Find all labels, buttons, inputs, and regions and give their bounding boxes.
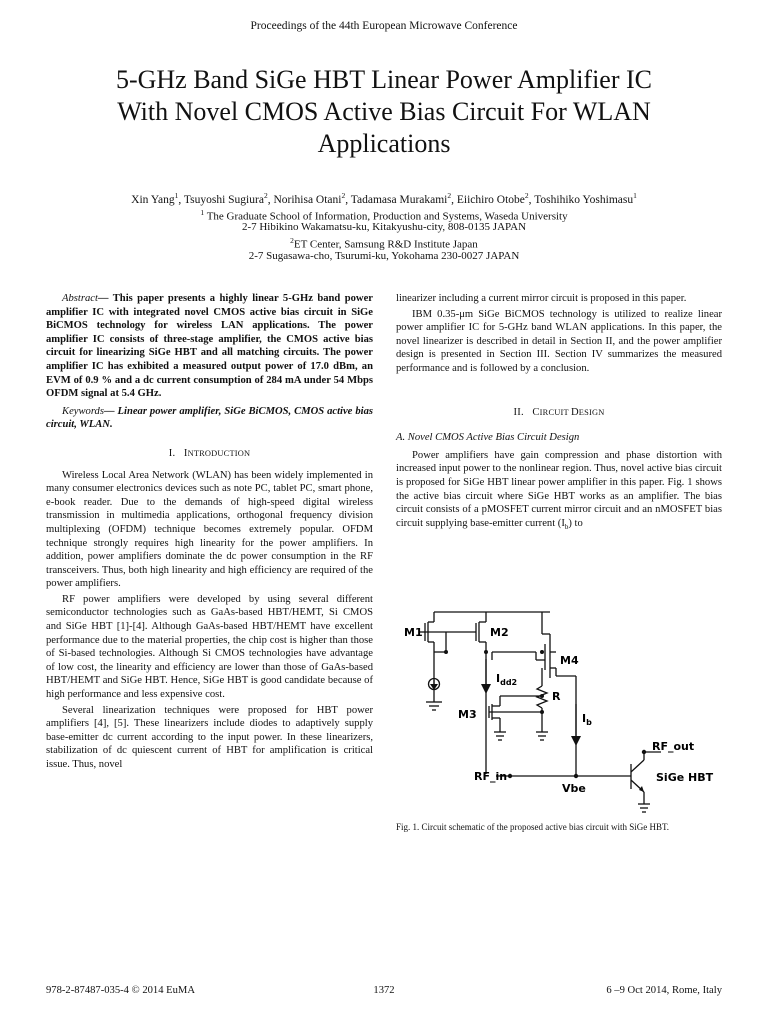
label-rf-in: RF_in	[474, 770, 508, 783]
author-name: Tadamasa Murakami	[350, 193, 448, 206]
section-title-rest: ESIGN	[578, 407, 605, 417]
circuit-paragraph-1	[396, 449, 722, 535]
label-m4: M4	[560, 654, 579, 667]
keywords-text: Linear power amplifier, SiGe BiCMOS, CMOS active bias circuit, WLAN.	[46, 405, 373, 431]
circuit-schematic	[396, 604, 722, 814]
title-line-3: Applications	[317, 129, 451, 158]
circuit-paragraph-end: ) to	[568, 517, 583, 529]
author-affiliation-mark: 2	[341, 191, 346, 200]
section-title-rest: IRCUIT	[539, 407, 571, 417]
author-affiliation-mark: 2	[263, 191, 268, 200]
affiliation-1-address: 2-7 Hibikino Wakamatsu-ku, Kitakyushu-city, 808-0135 JAPAN	[241, 221, 527, 233]
conference-header: Proceedings of the 44th European Microwave Conference	[250, 20, 518, 32]
affiliation-text: The Graduate School of Information, Production and Systems, Waseda University	[206, 210, 568, 223]
label-ib-main: I	[582, 712, 587, 725]
label-m2: M2	[490, 626, 509, 639]
label-vbe: Vbe	[562, 782, 586, 795]
paragraph-continued: linearizer including a current mirror circuit is proposed in this paper.	[396, 293, 687, 304]
label-sige-hbt: SiGe HBT	[656, 771, 714, 784]
author-affiliation-mark: 2	[447, 191, 452, 200]
intro-paragraph-1: Wireless Local Area Network (WLAN) has been widely implemented in many consumer electronics devices such as note PC, tablet PC, smart phone, e-book reader. Due to the demands of high-speed digital wireless transmission in multimedia applications, orthogonal frequency division multiplexing (OFDM) technique becomes extremely popular. OFDM technique strongly requires high linearity for the power amplifiers. In addition, power amplifiers dominate the dc power consumption in the RF transceivers. Thus, both high linearity and high efficiency are required of the power amplifiers.	[46, 469, 373, 590]
section-title-initial: I	[183, 447, 188, 459]
keywords	[46, 405, 373, 432]
label-idd2-main: I	[496, 672, 501, 685]
right-column	[396, 292, 722, 534]
section-numeral: II.	[513, 406, 524, 418]
circuit-paragraph-text: Power amplifiers have gain compression and phase distortion with increased input power to the nonlinear region. Thus, novel active bias circuit is proposed for SiGe HBT linear power amplifier in this paper. Fig. 1 shows the active bias circuit where SiGe HBT works as an amplifier. The bias circuit consists of a pMOSFET current mirror circuit and an nMOSFET bias circuit supplying base-emitter current (I	[396, 449, 722, 529]
section-title-initial: C	[532, 406, 540, 418]
footer-page-number: 1372	[373, 985, 395, 996]
section-title-initial: D	[570, 406, 579, 418]
abstract-text: This paper presents a highly linear 5-GHz band power amplifier IC with integrated novel CMOS active bias circuit in SiGe BiCMOS technology for wireless LAN applications. The power amplifier IC consists of three-stage amplifier, the CMOS active bias circuit for linearizing SiGe HBT and all matching circuits. The power amplifier IC has exhibited a measured output power of 17.0 dBm, an EVM of 0.9 % and a dc current consumption of 284 mA under 54 Mbps OFDM signal at 5.4 GHz.	[46, 293, 373, 400]
label-ib	[582, 712, 592, 727]
author-name: Toshihiko Yoshimasu	[534, 193, 634, 206]
title-line-2: With Novel CMOS Active Bias Circuit For WLAN	[117, 97, 651, 126]
author-list: Xin Yang$^1$, Tsuyoshi Sugiura$^2$, Norihisa Otani$^2$, Tadamasa Murakami$^2$, Eiichiro Otobe$^2$, Toshihiko Yoshimasu$^1$	[131, 191, 637, 206]
footer-isbn: 978-2-87487-035-4 © 2014 EuMA	[46, 985, 195, 996]
figure-caption: Fig. 1. Circuit schematic of the proposed active bias circuit with SiGe HBT.	[396, 822, 670, 832]
subscript-b: b	[564, 522, 569, 531]
author-name: Eiichiro Otobe	[456, 193, 525, 206]
author-name: Xin Yang	[131, 193, 175, 206]
title-line-1: 5-GHz Band SiGe HBT Linear Power Amplifier IC	[115, 65, 653, 94]
author-affiliation-mark: 1	[174, 191, 179, 200]
author-name: Norihisa Otani	[273, 193, 342, 206]
abstract-dash: —	[97, 293, 113, 304]
paper-title	[40, 64, 728, 160]
subsection-heading-a: A. Novel CMOS Active Bias Circuit Design	[396, 432, 580, 444]
footer-date: 6 –9 Oct 2014, Rome, Italy	[606, 985, 722, 996]
abstract-label: Abstract	[62, 293, 98, 304]
intro-paragraph-2: RF power amplifiers were developed by using several different semiconductor technologies such as GaAs-based HBT/HEMT, Si CMOS and SiGe HBT [1]-[4]. Although GaAs-based HBT/HEMT have excellent performance due to the material properties, the chip cost is higher than those of Si-based technologies. Although Si CMOS technologies have advantage of low cost, the linearity and efficiency are lower than those of GaAs-based HBT/HEMT and SiGe HBT. Hence, SiGe HBT is good candidate because of high performance and less expensive cost.	[46, 593, 373, 701]
label-rf-out: RF_out	[652, 740, 695, 753]
label-m1: M1	[404, 626, 423, 639]
affiliation-mark: 2	[290, 236, 294, 245]
affiliation-mark: 1	[200, 208, 205, 217]
keywords-label: Keywords	[62, 405, 104, 417]
keywords-dash: —	[103, 405, 118, 417]
label-r: R	[552, 690, 561, 703]
section-numeral: I.	[168, 447, 176, 459]
author-name: Tsuyoshi Sugiura	[183, 193, 264, 206]
affiliation-2-address: 2-7 Sugasawa-cho, Tsurumi-ku, Yokohama 230-0027 JAPAN	[248, 250, 520, 262]
section-heading-introduction	[46, 447, 373, 461]
author-affiliation-mark: 1	[633, 191, 637, 200]
ibm-paragraph: IBM 0.35-μm SiGe BiCMOS technology is utilized to realize linear power amplifier IC for 5-GHz band WLAN applications. In this paper, the novel linearizer is described in detail in Section II, and the power amplifier design is presented in Section III. Section IV summarizes the measured performance and is followed by a conclusion.	[396, 308, 722, 374]
left-column	[46, 292, 373, 772]
abstract	[46, 292, 373, 401]
label-idd2-sub: dd2	[500, 678, 518, 687]
author-affiliation-mark: 2	[524, 191, 529, 200]
section-heading-circuit-design	[396, 406, 722, 420]
affiliation-text: ET Center, Samsung R&D Institute Japan	[293, 238, 478, 251]
intro-paragraph-3: Several linearization techniques were proposed for HBT power amplifiers [4], [5]. These linearizers include diodes to adaptively supply base-emitter dc current according to the input power. In these linearizers, stabilization of dc quiescent current of HBT for amplification is critical issue. Thus, novel	[46, 704, 373, 770]
label-m3: M3	[458, 708, 477, 721]
label-ib-sub: b	[586, 718, 592, 727]
section-title-rest: NTRODUCTION	[187, 448, 251, 458]
label-idd2	[496, 672, 517, 687]
